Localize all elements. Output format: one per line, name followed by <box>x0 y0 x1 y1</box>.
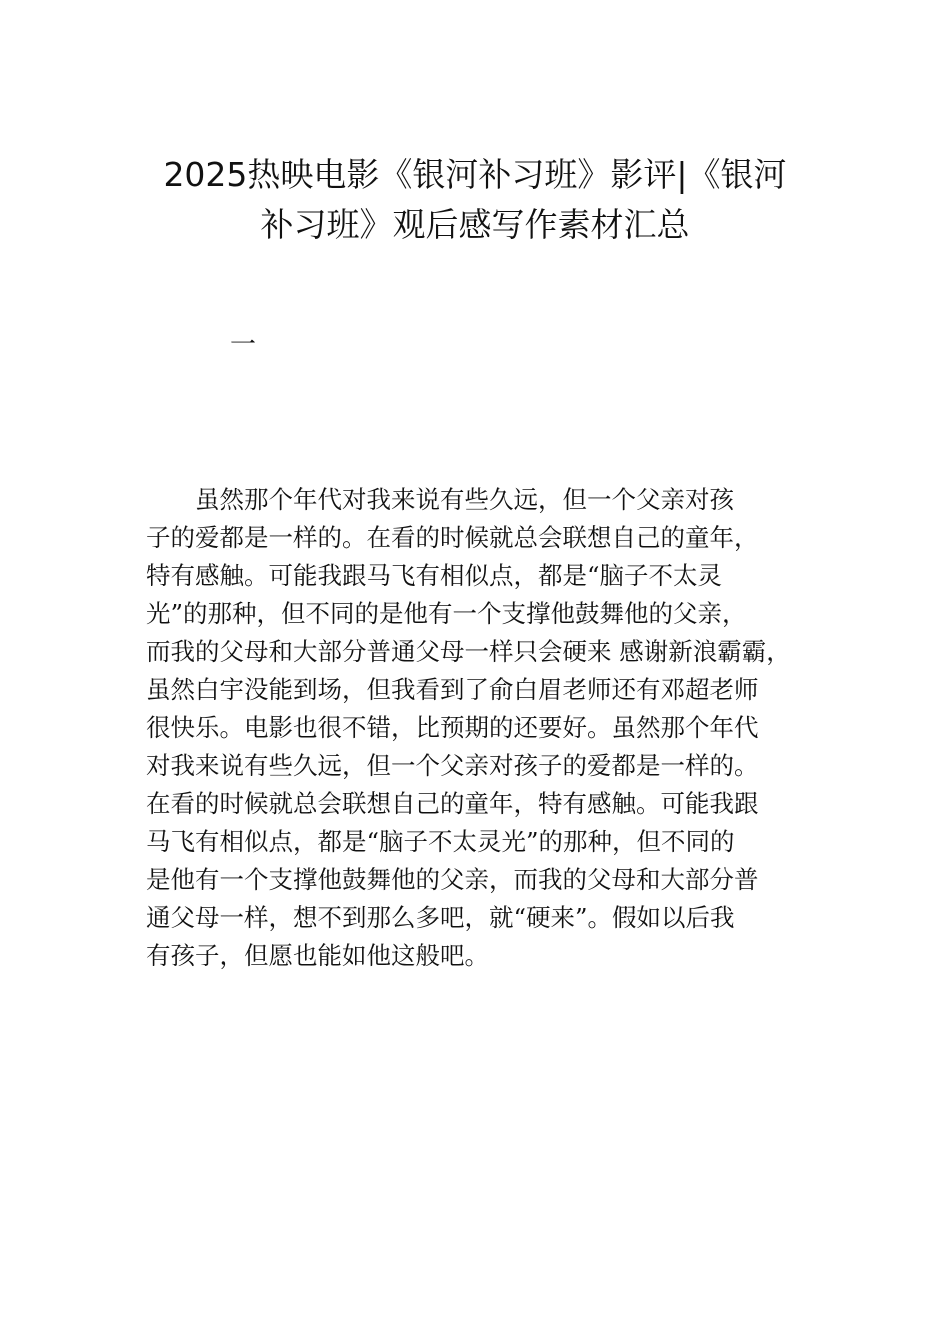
paragraph-line-10: 马飞有相似点，都是“脑子不太灵光”的那种，但不同的 <box>146 827 735 856</box>
paragraph-line-5: 而我的父母和大部分普通父母一样只会硬来 感谢新浪霸霸， <box>146 637 791 666</box>
paragraph-line-3: 特有感触。可能我跟马飞有相似点，都是“脑子不太灵 <box>146 561 723 590</box>
title-line-1: 2025热映电影《银河补习班》影评|《银河 <box>163 155 787 194</box>
paragraph-line-9: 在看的时候就总会联想自己的童年，特有感触。可能我跟 <box>146 789 759 818</box>
title-line-2: 补习班》观后感写作素材汇总 <box>260 205 690 244</box>
paragraph-line-4: 光”的那种，但不同的是他有一个支撑他鼓舞他的父亲， <box>146 599 747 628</box>
document-title <box>130 150 820 250</box>
paragraph-line-11: 是他有一个支撑他鼓舞他的父亲，而我的父母和大部分普 <box>146 865 759 894</box>
section-number: 一 <box>230 330 257 360</box>
paragraph-line-13: 有孩子，但愿也能如他这般吧。 <box>146 941 489 970</box>
paragraph-line-6: 虽然白宇没能到场，但我看到了俞白眉老师还有邓超老师 <box>146 675 759 704</box>
paragraph-line-8: 对我来说有些久远，但一个父亲对孩子的爱都是一样的。 <box>146 751 759 780</box>
paragraph-line-7: 很快乐。电影也很不错，比预期的还要好。虽然那个年代 <box>146 713 759 742</box>
review-paragraph <box>146 481 826 975</box>
paragraph-line-1: 虽然那个年代对我来说有些久远，但一个父亲对孩 <box>146 485 734 514</box>
paragraph-line-12: 通父母一样，想不到那么多吧，就“硬来”。假如以后我 <box>146 903 735 932</box>
paragraph-line-2: 子的爱都是一样的。在看的时候就总会联想自己的童年， <box>146 523 759 552</box>
